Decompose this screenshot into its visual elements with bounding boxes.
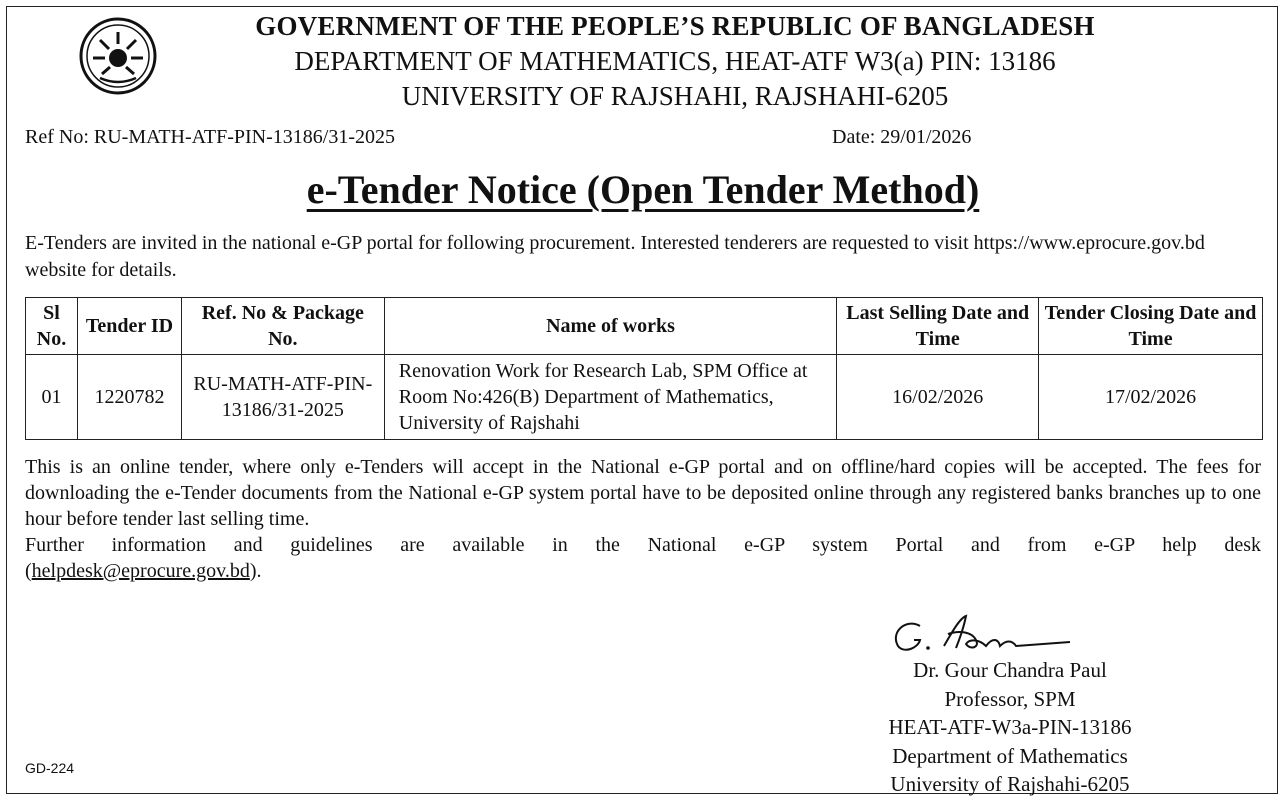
- signatory-name: Dr. Gour Chandra Paul: [913, 658, 1107, 682]
- header-department: DEPARTMENT OF MATHEMATICS, HEAT-ATF W3(a) PIN: 13186: [294, 46, 1056, 76]
- header-ref: Ref. No & Package No.: [181, 298, 384, 355]
- header-tender-id: Tender ID: [77, 298, 181, 355]
- signatory-project: HEAT-ATF-W3a-PIN-13186: [888, 715, 1132, 739]
- cell-works: Renovation Work for Research Lab, SPM Office at Room No:426(B) Department of Mathematics, University of Rajshahi: [384, 355, 837, 440]
- header-last-selling: Last Selling Date and Time: [837, 298, 1039, 355]
- helpdesk-line: [25, 558, 1261, 584]
- signature-icon: [820, 612, 1200, 660]
- cell-sl: 01: [26, 355, 78, 440]
- header-works: Name of works: [384, 298, 837, 355]
- notice-title-text: e-Tender Notice (Open Tender Method): [306, 167, 980, 212]
- intro-paragraph: E-Tenders are invited in the national e-GP portal for following procurement. Interested tenderers are requested to visit https://www.eprocure.gov.bd website for details.: [25, 232, 1205, 281]
- header-sl: Sl No.: [26, 298, 78, 355]
- header-government: GOVERNMENT OF THE PEOPLE’S REPUBLIC OF BANGLADESH: [255, 11, 1095, 41]
- cell-closing: 17/02/2026: [1039, 355, 1263, 440]
- header-university: UNIVERSITY OF RAJSHAHI, RAJSHAHI-6205: [401, 81, 949, 111]
- tender-table: [25, 297, 1263, 440]
- footer-code: GD-224: [25, 760, 75, 776]
- cell-ref: RU-MATH-ATF-PIN-13186/31-2025: [181, 355, 384, 440]
- body-text: [25, 454, 1261, 584]
- guidelines-paragraph: Further information and guidelines are available in the National e-GP system Portal and from e-GP help desk: [25, 534, 1261, 556]
- table-header-row: [26, 298, 1263, 355]
- header-closing: Tender Closing Date and Time: [1039, 298, 1263, 355]
- helpdesk-email-link[interactable]: helpdesk@eprocure.gov.bd: [31, 560, 250, 582]
- signatory-department: Department of Mathematics: [892, 743, 1128, 768]
- notice-date: Date: 29/01/2026: [832, 126, 972, 148]
- open-paren: (: [25, 560, 32, 582]
- signatory-university: University of Rajshahi-6205: [890, 772, 1130, 796]
- signatory-block: [780, 656, 1240, 799]
- cell-last-selling: 16/02/2026: [837, 355, 1039, 440]
- signatory-title: Professor, SPM: [944, 686, 1076, 711]
- reference-number: Ref No: RU-MATH-ATF-PIN-13186/31-2025: [25, 126, 395, 148]
- table-row: [26, 355, 1263, 440]
- online-tender-paragraph: This is an online tender, where only e-Tenders will accept in the National e-GP portal and on offline/hard copies will be accepted. The fees for downloading the e-Tender documents from the National e-GP system portal have to be deposited online through any registered banks branches up to one hour before tender last selling time.: [25, 456, 1261, 530]
- notice-title: [0, 166, 1286, 213]
- cell-tender-id: 1220782: [77, 355, 181, 440]
- close-paren: ).: [249, 560, 262, 582]
